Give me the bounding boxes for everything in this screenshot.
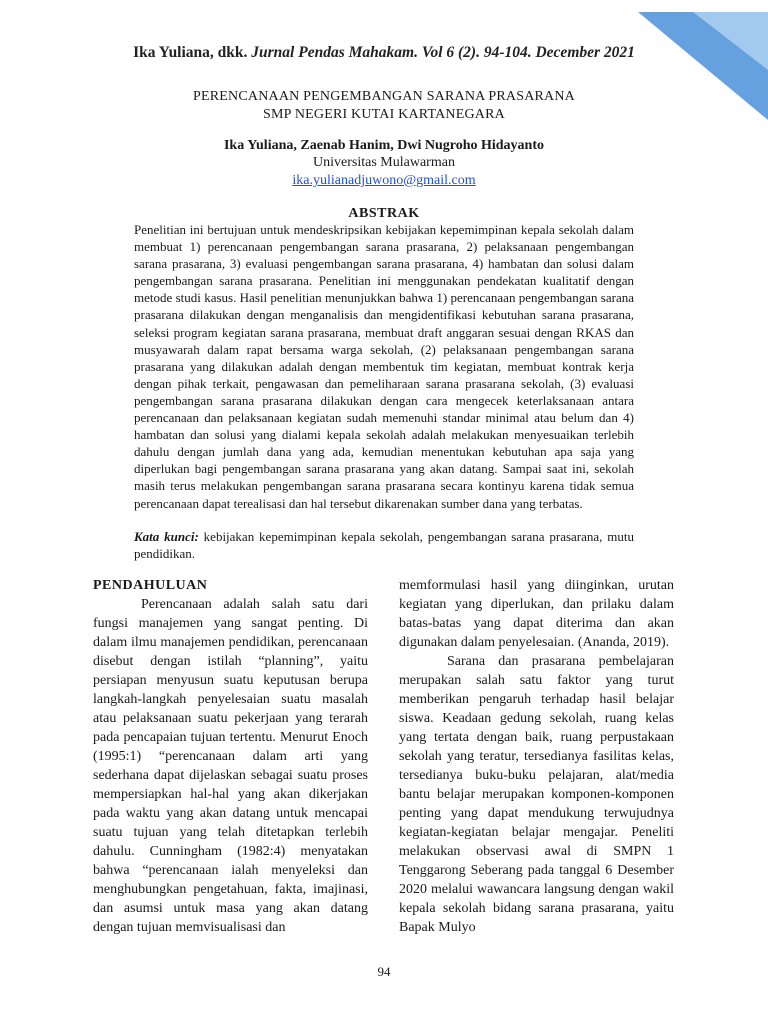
author-list: Ika Yuliana, Zaenab Hanim, Dwi Nugroho Hidayanto	[223, 138, 544, 153]
title-line-2: SMP NEGERI KUTAI KARTANEGARA	[263, 107, 505, 122]
section-heading: PENDAHULUAN	[93, 578, 208, 593]
abstract-text: Penelitian ini bertujuan untuk mendeskripsikan kebijakan kepemimpinan kepala sekolah dalam membuat 1) perencanaan pengembangan sarana prasarana, 2) pelaksanaan pengembangan sarana prasarana, 3) evaluasi pengembangan sarana prasarana, 4) hambatan dan solusi dalam pengembangan sarana prasarana. Penelitian ini menggunakan pendekatan kualitatif dengan metode studi kasus. Hasil penelitian menunjukkan bahwa 1) perencanaan pengembangan sarana prasarana dilakukan dengan menganalisis dan mengidentifikasi kebutuhan sarana prasarana, seleksi program kegiatan sarana prasarana, membuat draft anggaran sesuai dengan RKAS dan musyawarah dalam rapat bersama warga sekolah, (2) pelaksanaan pengembangan sarana prasarana yang dilakukan adalah dengan membentuk tim kegiatan, membuat kontrak kerja dengan pihak terkait, pengawasan dan pemeliharaan sarana prasarana sekolah, (3) evaluasi pengembangan sarana prasarana dilakukan dengan cara mengecek keterlaksanaan antara perencanaan dan pelaksanaan kegiatan sudah memenuhi standar minimal atau belum dan 4) hambatan dan solusi yang dialami kepala sekolah adalah melakukan menyesuaikan terlebih dahulu dengan jumlah dana yang ada, kemudian menentukan kebutuhan apa saja yang diperlukan bagi pengembangan sarana prasarana yang akan datang. Sampai saat ini, sekolah masih terus melakukan pengembangan sarana prasarana secara kontinyu karena tidak semua perencanaan dapat terealisasi dan hal tersebut dikarenakan sumber dana yang terbatas.	[134, 222, 634, 511]
affiliation: Universitas Mulawarman	[313, 155, 455, 170]
body-paragraph: memformulasi hasil yang diinginkan, urutan kegiatan yang diperlukan, dan prilaku dalam batas-batas yang dapat diterima dan akan digunakan dalam penyelesaian. (Ananda, 2019).	[399, 578, 674, 650]
running-authors: Ika Yuliana, dkk.	[133, 44, 248, 61]
page-number: 94	[377, 964, 391, 979]
keywords-label: Kata kunci:	[134, 529, 199, 544]
keywords	[134, 528, 634, 562]
email-link[interactable]: ika.yulianadjuwono@gmail.com	[292, 173, 476, 188]
email-line	[0, 173, 768, 189]
body-paragraph: Perencanaan adalah salah satu dari fungsi manajemen yang sangat penting. Di dalam ilmu manajemen pendidikan, perencanaan disebut dengan istilah “planning”, yaitu persiapan menyusun suatu keputusan berupa langkah-langkah penyelesaian suatu masalah atau pelaksanaan suatu pekerjaan yang terarah pada pencapaian tujuan tertentu. Menurut Enoch (1995:1) “perencanaan dalam arti yang sederhana dapat dijelaskan sebagai suatu proses mempersiapkan hal-hal yang akan dikerjakan pada waktu yang akan datang untuk mencapai suatu tujuan yang telah ditetapkan terlebih dahulu. Cunningham (1982:4) menyatakan bahwa “perencanaan ialah menyeleksi dan menghubungkan pengetahuan, fakta, imajinasi, dan asumsi untuk masa yang akan datang dengan tujuan memvisualisasi dan	[93, 597, 368, 935]
keywords-text: kebijakan kepemimpinan kepala sekolah, pengembangan sarana prasarana, mutu pendidikan.	[134, 529, 634, 561]
right-column	[399, 576, 674, 937]
left-column	[93, 576, 368, 937]
body-paragraph: Sarana dan prasarana pembelajaran merupakan salah satu faktor yang turut memberikan pengaruh terhadap hasil belajar siswa. Keadaan gedung sekolah, ruang kelas yang tertata dengan baik, ruang perpustakaan sekolah yang teratur, tersedianya fasilitas kelas, tersedianya buku-buku pelajaran, alat/media bantu belajar merupakan komponen-komponen penting yang dapat mendukung terwujudnya kegiatan-kegiatan belajar mengajar. Peneliti melakukan observasi awal di SMPN 1 Tenggarong Seberang pada tanggal 6 Desember 2020 melalui wawancara langsung dengan wakil kepala sekolah bidang sarana prasarana, yaitu Bapak Mulyo	[399, 654, 674, 935]
running-header	[0, 44, 768, 62]
abstract-heading: ABSTRAK	[348, 206, 420, 221]
journal-citation: Jurnal Pendas Mahakam. Vol 6 (2). 94-104. December 2021	[251, 44, 635, 61]
title-line-1: PERENCANAAN PENGEMBANGAN SARANA PRASARANA	[193, 89, 575, 104]
article-title	[0, 88, 768, 124]
